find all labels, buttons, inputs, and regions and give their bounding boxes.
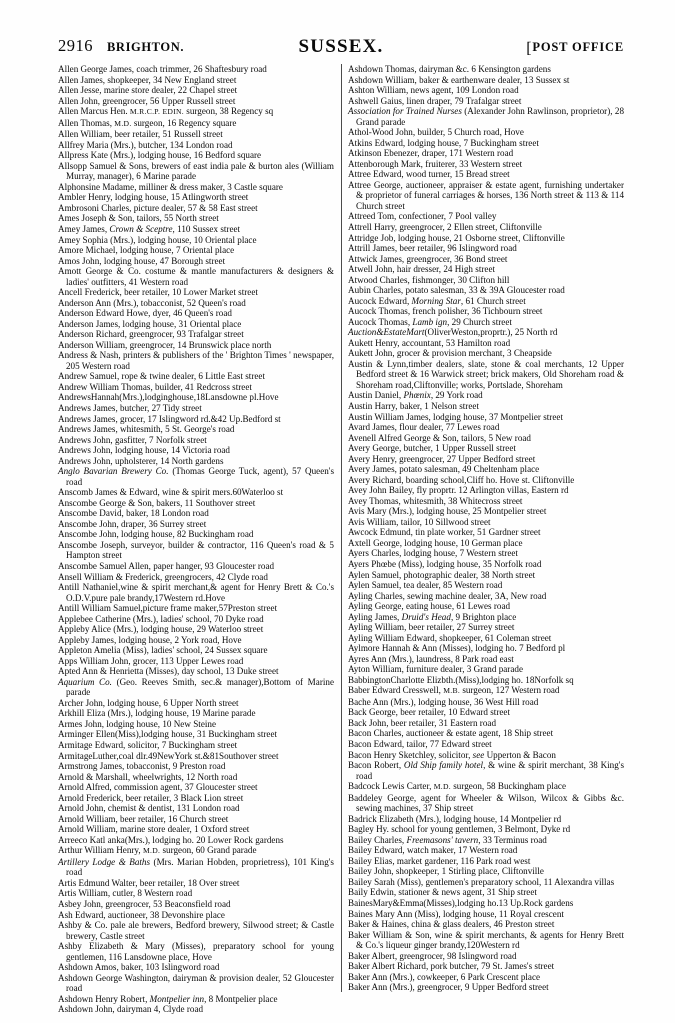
directory-entry: Bailey Edward, watch maker, 17 Western road [348, 845, 518, 856]
directory-entry: Aukett John, grocer & provision merchant, 3 Cheapside [348, 348, 552, 359]
directory-entry: Avery James, potato salesman, 49 Cheltenham place [348, 464, 540, 475]
directory-entry: Anscomb James & Edward, wine & spirit mers.60Waterloo st [58, 487, 284, 498]
directory-entry: Arnold & Marshall, wheelwrights, 12 North road [58, 771, 238, 782]
directory-entry: Arnold Frederick, beer retailer, 3 Black Lion street [58, 792, 244, 803]
directory-entry: Aucock Thomas, french polisher, 36 Tichbourn street [348, 306, 543, 317]
directory-entry: Archer John, lodging house, 6 Upper North street [58, 697, 239, 708]
directory-entry: Aukett Henry, accountant, 53 Hamilton road [348, 337, 511, 348]
directory-entry: Ayling William Edward, shopkeeper, 61 Coleman street [348, 632, 552, 643]
directory-entry: Anderson William, greengrocer, 14 Brunswick place north [58, 339, 272, 350]
directory-entry: Atwell John, hair dresser, 24 High street [348, 264, 496, 275]
directory-entry: Aubin Charles, potato salesman, 33 & 39A Gloucester road [348, 285, 565, 296]
directory-entry: Allfrey Maria (Mrs.), butcher, 134 London road [58, 139, 233, 150]
directory-entry: Applebee Catherine (Mrs.), ladies' school, 70 Dyke road [58, 613, 264, 624]
directory-entry: BabbingtonCharlotte Elizbth.(Miss),lodging ho. 18Norfolk sq [348, 674, 574, 685]
directory-entry: Andrews James, whitesmith, 5 St. George's road [58, 424, 235, 435]
directory-entry: Anscombe George & Son, bakers, 11 Southover street [58, 497, 256, 508]
directory-entry: Appleby James, lodging house, 2 York road, Hove [58, 634, 242, 645]
directory-entry: Avis Mary (Mrs.), lodging house, 25 Montpelier street [348, 506, 547, 517]
directory-entry: Atwood Charles, fishmonger, 30 Clifton hill [348, 274, 510, 285]
directory-entry: Ayers Charles, lodging house, 7 Western street [348, 548, 518, 559]
directory-entry: Ambrosoni Charles, picture dealer, 57 & 58 East street [58, 202, 258, 213]
directory-entry: Artis Edmund Walter, beer retailer, 18 Over street [58, 877, 240, 888]
left-column [58, 64, 334, 1015]
directory-entry: Ambler Henry, lodging house, 15 Atlingworth street [58, 192, 249, 203]
directory-entry: AndrewsHannah(Mrs.),lodginghouse,18Lansdowne pl.Hove [58, 392, 279, 403]
directory-entry: Artis William, cutler, 8 Western road [58, 888, 193, 899]
directory-entry: Baber Edward Cresswell, M.B. surgeon, 127 Western road [348, 685, 560, 696]
directory-entry: Ashby & Co. pale ale brewers, Bedford brewery, Silwood street; & Castle brewery, Castle street [58, 920, 334, 941]
directory-entry: Bagley Hy. school for young gentlemen, 3 Belmont, Dyke rd [348, 824, 571, 835]
directory-entry: Ashdown Amos, baker, 103 Islingword road [58, 962, 220, 973]
directory-entry: Back John, beer retailer, 31 Eastern road [348, 717, 497, 728]
directory-entry: Arnold William, beer retailer, 16 Church street [58, 813, 229, 824]
directory-entry: Allen John, greengrocer, 56 Upper Russell street [58, 95, 236, 106]
directory-entry: Ashdown William, baker & earthenware dealer, 13 Sussex st [348, 74, 570, 85]
running-head-section-label: POST OFFICE [532, 40, 624, 54]
directory-entry: Baker Ann (Mrs.), cowkeeper, 6 Park Crescent place [348, 971, 541, 982]
directory-entry: Ansell William & Frederick, greengrocers, 42 Clyde road [58, 571, 268, 582]
directory-entry: Arminger Ellen(Miss),lodging house, 31 Buckingham street [58, 729, 278, 740]
directory-entry: Baker William & Son, wine & spirit merchants, & agents for Henry Brett & Co.'s liqueur ginger brandy,120Western rd [348, 929, 624, 951]
directory-entry: Attrell Harry, greengrocer, 2 Ellen street, Cliftonville [348, 221, 542, 232]
directory-entry: Atkins Edward, lodging house, 7 Buckingham street [348, 137, 539, 148]
directory-entry: Arkhill Eliza (Mrs.), lodging house, 19 Marine parade [58, 708, 256, 719]
running-head [58, 36, 624, 58]
directory-entry: Armitage Edward, solicitor, 7 Buckingham street [58, 740, 238, 750]
directory-entry: Bailey Charles, Freemasons' tavern, 33 Terminus road [348, 834, 547, 845]
directory-entry: ArmitageLuther,coal dlr.49NewYork st.&81Southover street [58, 750, 279, 761]
directory-entry: Andrews John, gasfitter, 7 Norfolk street [58, 434, 207, 445]
directory-entry: Allen Jesse, marine store dealer, 22 Chapel street [58, 85, 238, 96]
right-column [348, 64, 624, 1015]
directory-entry: Asbey John, greengrocer, 53 Beaconsfield road [58, 898, 231, 909]
directory-entry: Anscombe David, baker, 18 London road [58, 508, 209, 519]
directory-entry: Badcock Lewis Carter, M.D. surgeon, 58 Buckingham place [348, 781, 566, 792]
directory-entry: Arnold John, chemist & dentist, 131 London road [58, 803, 240, 814]
directory-entry: Appleton Amelia (Miss), ladies' school, 24 Sussex square [58, 645, 268, 656]
directory-entry: Amott George & Co. costume & mantle manufacturers & designers & ladies' outfitters, 41 Western road [58, 266, 334, 287]
directory-entry: Avery George, butcher, 1 Upper Russell street [348, 443, 516, 454]
directory-entry: Bache Ann (Mrs.), lodging house, 36 West Hill road [348, 696, 539, 707]
directory-entry: Andrews John, lodging house, 14 Victoria road [58, 445, 230, 456]
directory-entry: Allpress Kate (Mrs.), lodging house, 16 Bedford square [58, 150, 262, 161]
directory-entry: Baddeley George, agent for Wheeler & Wilson, Wilcox & Gibbs &c. sewing machines, 37 Ship street [348, 792, 624, 814]
directory-entry: Bacon Robert, Old Ship family hotel, & wine & spirit merchant, 38 King's road [348, 760, 624, 781]
directory-entry: Ayres Ann (Mrs.), laundress, 8 Park road east [348, 653, 514, 664]
directory-entry: Ayling Charles, sewing machine dealer, 3A, New road [348, 590, 547, 601]
directory-entry: Baily Edwin, stationer & news agent, 31 Ship street [348, 887, 537, 898]
directory-entry: Anderson James, lodging house, 31 Oriental place [58, 318, 242, 329]
directory-entry: Axtell George, lodging house, 10 German place [348, 537, 523, 548]
directory-entry: Artillery Lodge & Baths (Mrs. Marian Hobden, proprietress), 101 King's road [58, 856, 334, 878]
running-head-county: SUSSEX. [298, 36, 384, 57]
directory-entry: Ash Edward, auctioneer, 38 Devonshire place [58, 909, 225, 920]
directory-entry: Anglo Bavarian Brewery Co. (Thomas George Tuck, agent), 57 Queen's road [58, 466, 334, 487]
directory-entry: Ayling George, eating house, 61 Lewes road [348, 601, 511, 612]
directory-entry: Ayling James, Druid's Head, 9 Brighton place [348, 611, 517, 622]
directory-entry: Attenborough Mark, fruiterer, 33 Western street [348, 158, 523, 169]
directory-entry: Bacon Edward, tailor, 77 Edward street [348, 739, 492, 749]
running-head-bracket: [ [526, 40, 533, 57]
directory-entry: Andrew Samuel, rope & twine dealer, 6 Little East street [58, 371, 266, 382]
directory-entry: Amore Michael, lodging house, 7 Oriental place [58, 245, 235, 256]
directory-columns [58, 64, 624, 1015]
directory-entry: Aucock Thomas, Lamb ign, 29 Church street [348, 316, 512, 327]
directory-entry: Avard James, flour dealer, 77 Lewes road [348, 422, 500, 433]
running-head-place: BRIGHTON. [107, 40, 185, 54]
directory-entry: Arthur William Henry, M.D. surgeon, 60 Grand parade [58, 845, 257, 856]
directory-entry: Austin & Lynn,timber dealers, slate, stone & coal merchants, 12 Upper Bedford street & 16 Warwick street; brick makers, Old Shoreham road & Shoreham road,Cliftonville; works, Portslade, Shoreham [348, 358, 624, 390]
directory-entry: Attrill James, beer retailer, 96 Islingword road [348, 243, 517, 254]
directory-entry: Antill William Samuel,picture frame maker,57Preston street [58, 603, 278, 614]
directory-entry: Amey James, Crown & Sceptre, 110 Sussex street [58, 223, 241, 234]
directory-entry: Anscombe Joseph, surveyor, builder & contractor, 116 Queen's road & 5 Hampton street [58, 539, 334, 561]
directory-entry: Ashton William, news agent, 109 London road [348, 85, 519, 96]
directory-entry: Ayling William, beer retailer, 27 Surrey street [348, 622, 515, 633]
directory-entry: Armes John, lodging house, 10 New Steine [58, 718, 217, 729]
directory-entry: Allen Thomas, M.D. surgeon, 16 Regency square [58, 117, 237, 128]
column-gutter [334, 64, 348, 1015]
directory-entry: Ashwell Gaius, linen draper, 79 Trafalgar street [348, 95, 522, 106]
directory-entry: Attree George, auctioneer, appraiser & estate agent, furnishing undertaker & proprietor of funeral carriages & horses, 136 North street & 113 & 114 Church street [348, 179, 624, 211]
directory-entry: Amey Sophia (Mrs.), lodging house, 10 Oriental place [58, 234, 257, 245]
directory-entry: Avenell Alfred George & Son, tailors, 5 New road [348, 432, 531, 443]
directory-entry: Aylmore Hannah & Ann (Misses), lodging ho. 7 Bedford pl [348, 643, 566, 654]
directory-entry: Ayers Phœbe (Miss), lodging house, 35 Norfolk road [348, 558, 542, 569]
directory-entry: Allen James, shopkeeper, 34 New England street [58, 74, 237, 85]
column-divider-rule [341, 64, 342, 992]
directory-entry: Baker Ann (Mrs.), greengrocer, 9 Upper Bedford street [348, 982, 549, 993]
directory-entry: Bailey Elias, market gardener, 116 Park road west [348, 855, 531, 866]
directory-entry: Ancell Frederick, beer retailer, 10 Lower Market street [58, 287, 258, 298]
directory-entry: Avey John Bailey, fly proprtr. 12 Arlington villas, Eastern rd [348, 485, 569, 496]
directory-entry: Attridge Job, lodging house, 21 Osborne street, Cliftonville [348, 232, 565, 243]
directory-entry: Armstrong James, tobacconist, 9 Preston road [58, 761, 226, 772]
directory-entry: Avey Thomas, whitesmith, 38 Whitecross street [348, 495, 523, 506]
directory-entry: Baker Albert Richard, pork butcher, 79 St. James's street [348, 961, 555, 972]
directory-entry: Apps William John, grocer, 113 Upper Lewes road [58, 655, 244, 666]
directory-entry: Antill Nathaniel,wine & spirit merchant,& agent for Henry Brett & Co.'s O.D.V.pure pale brandy,17Western rd.Hove [58, 582, 334, 603]
directory-entry: Aylen Samuel, tea dealer, 85 Western road [348, 580, 503, 591]
directory-entry: Atkinson Ebenezer, draper, 171 Western road [348, 148, 514, 159]
directory-entry: Andress & Nash, printers & publishers of the ' Brighton Times ' newspaper, 205 Western road [58, 350, 334, 371]
directory-entry: Anderson Edward Howe, dyer, 46 Queen's road [58, 308, 232, 319]
directory-entry: Attree Edward, wood turner, 15 Bread street [348, 169, 510, 180]
directory-entry: Austin Daniel, Phœnix, 29 York road [348, 390, 483, 401]
directory-entry: Avery Richard, boarding school,Cliff ho. Hove st. Cliftonville [348, 474, 575, 485]
directory-entry: Badrick Elizabeth (Mrs.), lodging house, 14 Montpelier rd [348, 813, 562, 824]
directory-entry: Aquarium Co. (Geo. Reeves Smith, sec.& manager),Bottom of Marine parade [58, 676, 334, 698]
directory-entry: Ashdown Thomas, dairyman &c. 6 Kensington gardens [348, 64, 551, 74]
directory-entry: Attwick James, greengrocer, 36 Bond street [348, 253, 508, 264]
directory-entry: BainesMary&Emma(Misses),lodging ho.13 Up.Rock gardens [348, 897, 574, 908]
directory-entry: Allen William, beer retailer, 51 Russell street [58, 129, 223, 140]
directory-entry: Auction&EstateMart(OliverWeston,proprtr.), 25 North rd [348, 327, 558, 338]
directory-entry: Anscombe John, draper, 36 Surrey street [58, 518, 207, 529]
directory-entry: Allsopp Samuel & Sons, brewers of east india pale & burton ales (William Murray, manager), 6 Marine parade [58, 160, 334, 182]
directory-entry: Aucock Edward, Morning Star, 61 Church street [348, 295, 526, 306]
directory-entry: Apted Ann & Henrietta (Misses), day school, 13 Duke street [58, 666, 279, 677]
page-folio-number: 2916 [58, 36, 93, 55]
directory-entry: Avery Henry, greengrocer, 27 Upper Bedford street [348, 453, 536, 464]
directory-entry: Ashdown George Washington, dairyman & provision dealer, 52 Gloucester road [58, 972, 334, 994]
directory-entry: Austin Harry, baker, 1 Nelson street [348, 401, 479, 411]
directory-entry: Baker & Haines, china & glass dealers, 46 Preston street [348, 919, 555, 930]
directory-entry: Association for Trained Nurses (Alexander John Rawlinson, proprietor), 28 Grand parade [348, 106, 624, 127]
directory-entry: Athol-Wood John, builder, 5 Church road, Hove [348, 127, 524, 138]
directory-entry: Andrews John, upholsterer, 14 North gardens [58, 455, 224, 466]
directory-entry: Bacon Charles, auctioneer & estate agent, 18 Ship street [348, 728, 554, 739]
directory-entry: Bailey Sarah (Miss), gentlemen's preparatory school, 11 Alexandra villas [348, 876, 615, 887]
directory-entry: Alphonsine Madame, milliner & dress maker, 3 Castle square [58, 181, 283, 192]
directory-entry: Bacon Henry Sketchley, solicitor, see Upperton & Bacon [348, 749, 556, 760]
directory-entry: Anderson Ann (Mrs.), tobacconist, 52 Queen's road [58, 297, 246, 308]
directory-entry: Andrew William Thomas, builder, 41 Redcross street [58, 381, 252, 392]
directory-entry: Anscombe Samuel Allen, paper hanger, 93 Gloucester road [58, 560, 275, 571]
directory-entry: Ayton William, furniture dealer, 3 Grand parade [348, 664, 523, 675]
directory-entry: Avis William, tailor, 10 Sillwood street [348, 516, 491, 527]
directory-entry: Anderson Richard, greengrocer, 93 Trafalgar street [58, 329, 244, 340]
directory-entry: Andrews James, butcher, 27 Tidy street [58, 403, 202, 413]
directory-entry: Ashby Elizabeth & Mary (Misses), preparatory school for young gentlemen, 116 Lansdowne place, Hove [58, 941, 334, 962]
directory-entry: Arnold Alfred, commission agent, 37 Gloucester street [58, 782, 258, 793]
directory-entry: Arreeco Katl anka(Mrs.), lodging ho. 20 Lower Rock gardens [58, 834, 284, 845]
directory-entry: Awcock Edmund, tin plate worker, 51 Gardner street [348, 527, 541, 538]
directory-entry: Ashdown John, dairyman 4, Clyde road [58, 1004, 204, 1015]
directory-entry: Anscombe John, lodging house, 82 Buckingham road [58, 529, 254, 540]
directory-entry: Attreed Tom, confectioner, 7 Pool valley [348, 211, 497, 222]
directory-entry: Ashdown Henry Robert, Montpelier inn, 8 Montpelier place [58, 993, 278, 1004]
directory-entry: Aylen Samuel, photographic dealer, 38 North street [348, 569, 536, 580]
directory-entry: Andrews James, grocer, 17 Islingword rd.&42 Up.Bedford st [58, 413, 281, 424]
directory-entry: Baker Albert, greengrocer, 98 Islingword road [348, 950, 517, 961]
directory-entry: Allen George James, coach trimmer, 26 Shaftesbury road [58, 64, 267, 74]
directory-entry: Amos John, lodging house, 47 Borough street [58, 255, 226, 266]
directory-entry: Back George, beer retailer, 10 Edward street [348, 707, 511, 718]
directory-entry: Bailey John, shopkeeper, 1 Stirling place, Cliftonville [348, 866, 544, 877]
directory-entry: Austin William James, lodging house, 37 Montpelier street [348, 411, 563, 422]
directory-entry: Baines Mary Ann (Miss), lodging house, 11 Royal crescent [348, 908, 564, 919]
directory-entry: Ames Joseph & Son, tailors, 55 North street [58, 213, 219, 224]
directory-entry: Arnold William, marine store dealer, 1 Oxford street [58, 824, 250, 835]
directory-entry: Allen Marcus Hen. M.R.C.P. EDIN. surgeon, 38 Regency sq [58, 106, 274, 117]
directory-entry: Appleby Alice (Mrs.), lodging house, 29 Waterloo street [58, 624, 264, 635]
